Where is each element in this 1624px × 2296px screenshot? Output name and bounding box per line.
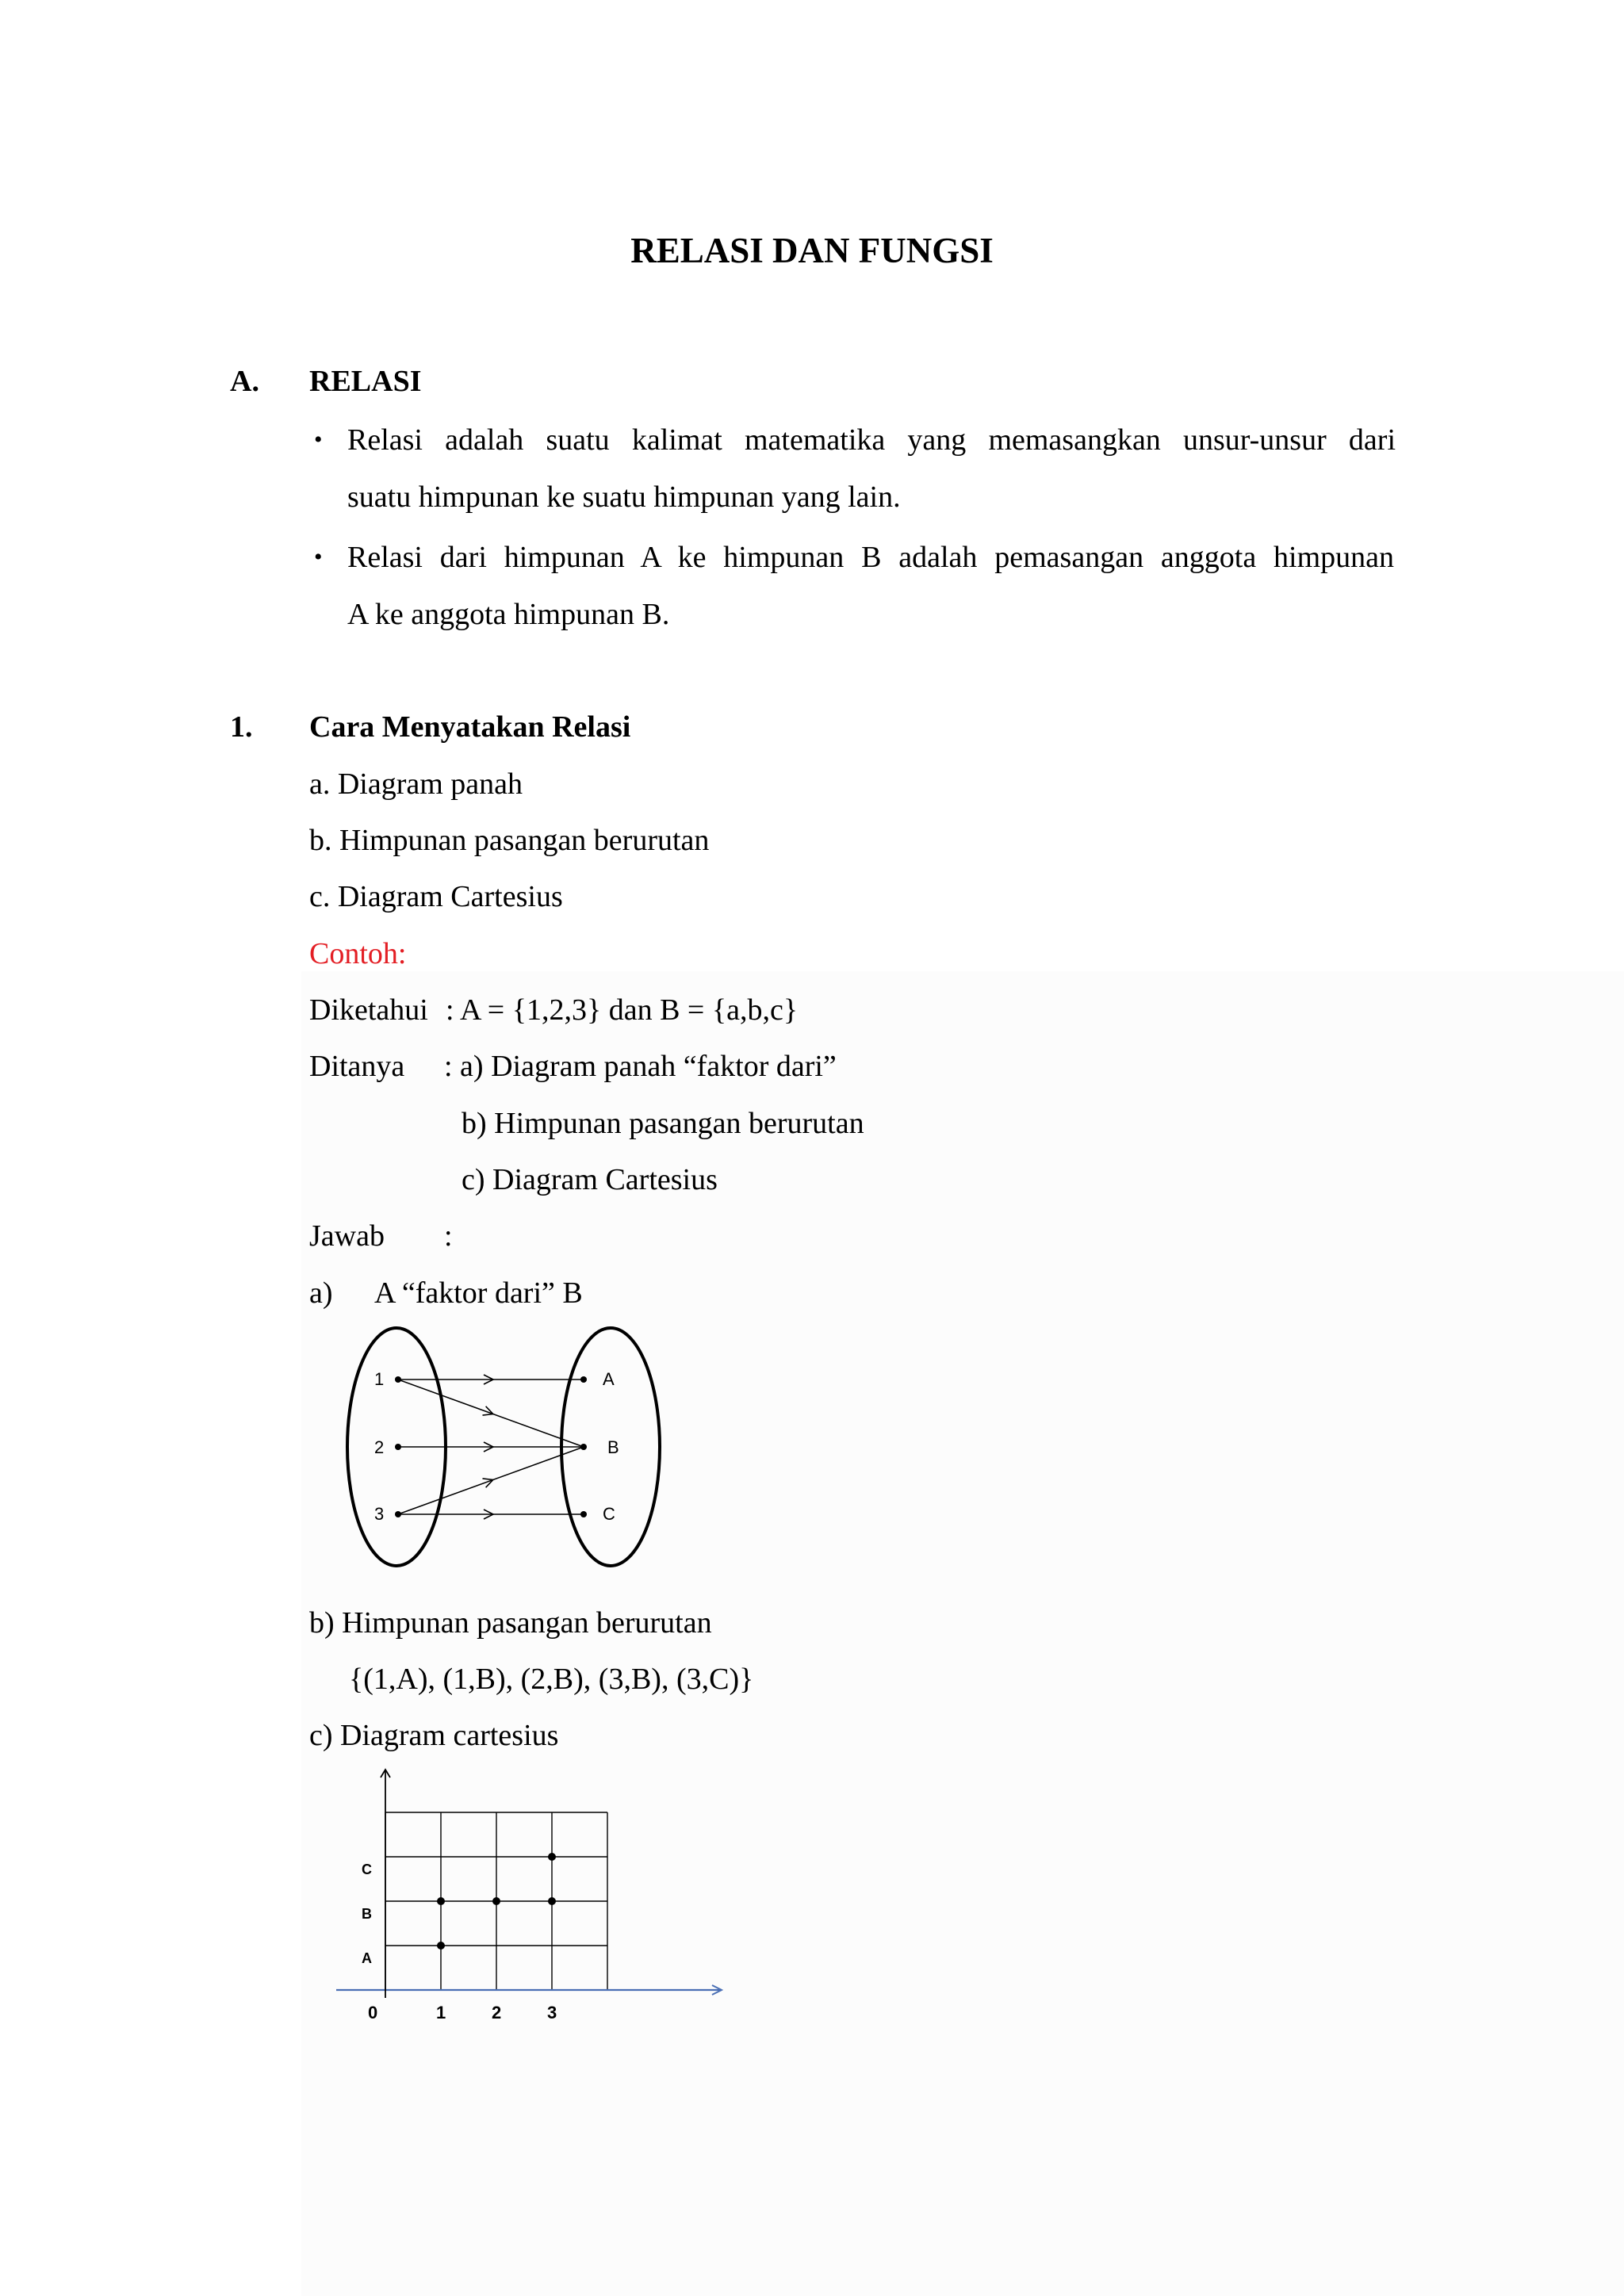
answer-b-value: {(1,A), (1,B), (2,B), (3,B), (3,C)}	[349, 1663, 754, 1696]
domain-label: 3	[374, 1504, 385, 1524]
data-point-1-A	[437, 1942, 445, 1950]
codomain-dot-A	[580, 1376, 587, 1383]
bullet2-line2: A ke anggota himpunan B.	[347, 598, 670, 631]
x-tick-label: 3	[547, 2003, 557, 2022]
asked-value: b) Himpunan pasangan berurutan	[462, 1107, 864, 1140]
answer-b-title: b) Himpunan pasangan berurutan	[309, 1606, 712, 1640]
answer-a-marker: a)	[309, 1276, 333, 1310]
answer-c-title: c) Diagram cartesius	[309, 1719, 559, 1752]
answer-colon: :	[444, 1219, 453, 1253]
section-1-marker: 1.	[230, 710, 253, 744]
section-a-marker: A.	[230, 365, 259, 398]
domain-dot-2	[395, 1444, 401, 1450]
codomain-label: A	[603, 1369, 615, 1389]
codomain-dot-B	[580, 1444, 587, 1450]
y-tick-label: A	[362, 1950, 372, 1966]
asked-value: : a) Diagram panah “faktor dari”	[444, 1050, 837, 1083]
domain-label: 1	[374, 1369, 385, 1389]
bullet1-line2: suatu himpunan ke suatu himpunan yang lain.	[347, 480, 901, 514]
list-item: a. Diagram panah	[309, 767, 523, 801]
list-item: c. Diagram Cartesius	[309, 880, 563, 913]
asked-value: c) Diagram Cartesius	[462, 1163, 718, 1196]
answer-label: Jawab	[309, 1219, 385, 1253]
asked-label: Ditanya	[309, 1050, 405, 1083]
codomain-label: C	[603, 1504, 615, 1524]
section-a-heading: RELASI	[309, 365, 422, 398]
codomain-label: B	[607, 1437, 619, 1457]
answer-a-text: A “faktor dari” B	[374, 1276, 583, 1310]
domain-label: 2	[374, 1437, 385, 1457]
bullet1-line1: Relasi adalah suatu kalimat matematika yang memasangkan unsur-unsur dari	[347, 423, 1396, 457]
bullet-icon: •	[314, 544, 323, 570]
bullet-icon: •	[314, 427, 323, 453]
cartesian-diagram	[333, 1768, 745, 2030]
relation-arrow-3-B	[398, 1447, 584, 1514]
data-point-3-B	[548, 1897, 556, 1905]
arrow-diagram	[333, 1312, 682, 1574]
domain-dot-1	[395, 1376, 401, 1383]
y-tick-label: C	[362, 1862, 372, 1877]
data-point-2-B	[492, 1897, 500, 1905]
page-title: RELASI DAN FUNGSI	[630, 231, 994, 270]
x-tick-label: 0	[368, 2003, 378, 2022]
x-tick-label: 1	[436, 2003, 446, 2022]
relation-arrow-1-B	[398, 1380, 584, 1447]
section-1-heading: Cara Menyatakan Relasi	[309, 710, 631, 744]
y-tick-label: B	[362, 1906, 372, 1922]
data-point-1-B	[437, 1897, 445, 1905]
domain-dot-3	[395, 1511, 401, 1517]
data-point-3-C	[548, 1853, 556, 1861]
list-item: b. Himpunan pasangan berurutan	[309, 824, 710, 857]
known-label: Diketahui	[309, 993, 428, 1027]
codomain-dot-C	[580, 1511, 587, 1517]
bullet2-line1: Relasi dari himpunan A ke himpunan B adalah pemasangan anggota himpunan	[347, 541, 1394, 574]
known-value: : A = {1,2,3} dan B = {a,b,c}	[446, 993, 799, 1027]
example-label: Contoh:	[309, 937, 407, 970]
x-tick-label: 2	[492, 2003, 502, 2022]
